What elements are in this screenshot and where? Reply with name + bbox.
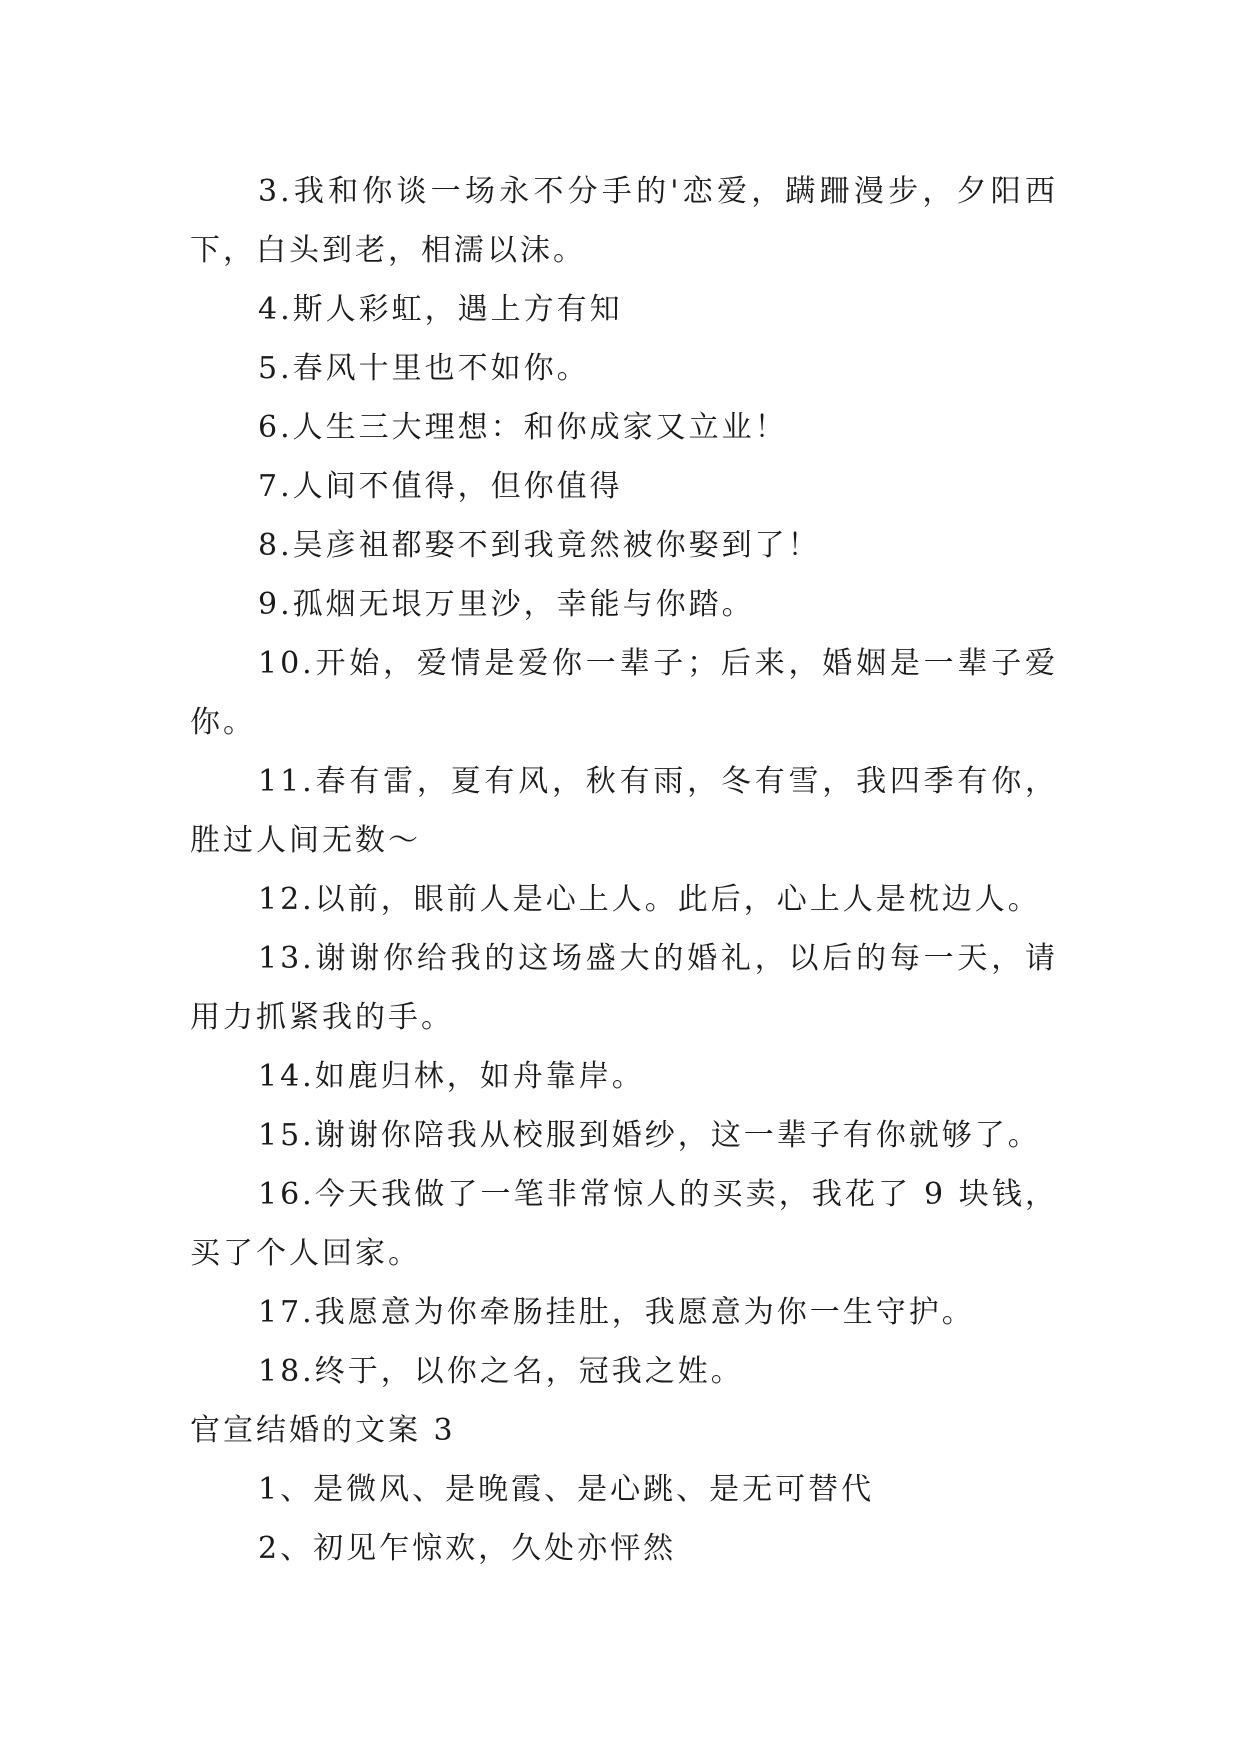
paragraph: 14.如鹿归林，如舟靠岸。 <box>258 1059 645 1094</box>
section-heading: 官宣结婚的文案 3 <box>190 1413 456 1448</box>
paragraph: 16.今天我做了一笔非常惊人的买卖，我花了 9 块钱，买了个人回家。 <box>190 1177 1058 1271</box>
paragraph: 7.人间不值得，但你值得 <box>258 469 623 504</box>
paragraph: 10.开始，爱情是爱你一辈子；后来，婚姻是一辈子爱你。 <box>190 646 1058 740</box>
paragraph: 17.我愿意为你牵肠挂肚，我愿意为你一生守护。 <box>258 1295 975 1330</box>
paragraph: 9.孤烟无垠万里沙，幸能与你踏。 <box>258 587 755 622</box>
paragraph: 2、初见乍惊欢，久处亦怦然 <box>258 1531 677 1566</box>
paragraph: 3.我和你谈一场永不分手的'恋爱，蹒跚漫步，夕阳西下，白头到老，相濡以沫。 <box>190 174 1058 268</box>
paragraph: 5.春风十里也不如你。 <box>258 351 590 386</box>
paragraph: 15.谢谢你陪我从校服到婚纱，这一辈子有你就够了。 <box>258 1118 1041 1153</box>
paragraph: 6.人生三大理想：和你成家又立业！ <box>258 410 788 445</box>
paragraph: 18.终于，以你之名，冠我之姓。 <box>258 1354 744 1389</box>
paragraph: 13.谢谢你给我的这场盛大的婚礼，以后的每一天，请用力抓紧我的手。 <box>190 941 1058 1035</box>
paragraph: 1、是微风、是晚霞、是心跳、是无可替代 <box>258 1472 875 1507</box>
paragraph: 4.斯人彩虹，遇上方有知 <box>258 292 623 327</box>
paragraph: 11.春有雷，夏有风，秋有雨，冬有雪，我四季有你，胜过人间无数～ <box>190 764 1058 858</box>
document-body <box>190 162 1058 1578</box>
paragraph: 8.吴彦祖都娶不到我竟然被你娶到了！ <box>258 528 821 563</box>
paragraph: 12.以前，眼前人是心上人。此后，心上人是枕边人。 <box>258 882 1041 917</box>
